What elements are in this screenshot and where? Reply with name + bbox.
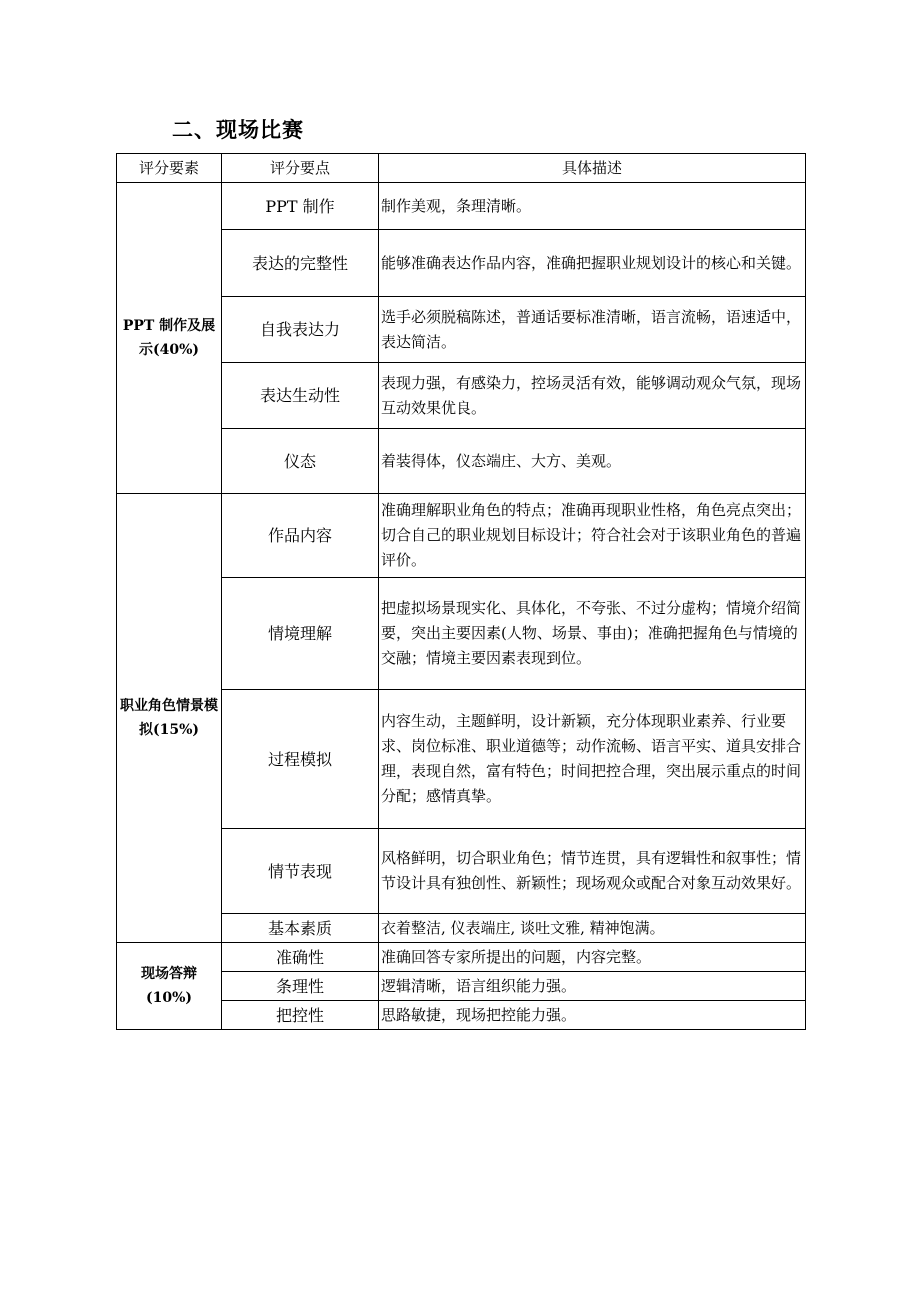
- scoring-description: 风格鲜明，切合职业角色；情节连贯，具有逻辑性和叙事性；情节设计具有独创性、新颖性；现场观众或配合对象互动效果好。: [379, 829, 806, 914]
- scoring-point: 把控性: [222, 1001, 379, 1030]
- scoring-description: 逻辑清晰，语言组织能力强。: [379, 972, 806, 1001]
- scoring-point: PPT 制作: [222, 183, 379, 230]
- table-row: [117, 494, 806, 578]
- scoring-point: 表达生动性: [222, 363, 379, 429]
- scoring-element-ppt: PPT 制作及展示(40%): [117, 183, 222, 494]
- table-row: [117, 943, 806, 972]
- scoring-description: 思路敏捷，现场把控能力强。: [379, 1001, 806, 1030]
- scoring-description: 准确回答专家所提出的问题，内容完整。: [379, 943, 806, 972]
- header-element: 评分要素: [117, 154, 222, 183]
- scoring-point: 情节表现: [222, 829, 379, 914]
- table-row: [117, 183, 806, 230]
- scoring-description: 表现力强，有感染力，控场灵活有效，能够调动观众气氛，现场互动效果优良。: [379, 363, 806, 429]
- scoring-element-role-play: 职业角色情景模拟(15%): [117, 494, 222, 943]
- scoring-point: 表达的完整性: [222, 230, 379, 297]
- section-title: 二、现场比赛: [172, 118, 304, 142]
- scoring-description: 着装得体，仪态端庄、大方、美观。: [379, 429, 806, 494]
- scoring-point: 准确性: [222, 943, 379, 972]
- scoring-point: 过程模拟: [222, 690, 379, 829]
- scoring-point: 情境理解: [222, 578, 379, 690]
- scoring-point: 基本素质: [222, 914, 379, 943]
- scoring-element-defense: 现场答辩(10%): [117, 943, 222, 1030]
- header-point: 评分要点: [222, 154, 379, 183]
- table-header-row: [117, 154, 806, 183]
- scoring-point: 条理性: [222, 972, 379, 1001]
- scoring-description: 衣着整洁, 仪表端庄, 谈吐文雅, 精神饱满。: [379, 914, 806, 943]
- scoring-description: 把虚拟场景现实化、具体化，不夸张、不过分虚构；情境介绍简要，突出主要因素(人物、场景、事由)；准确把握角色与情境的交融；情境主要因素表现到位。: [379, 578, 806, 690]
- scoring-description: 选手必须脱稿陈述，普通话要标准清晰，语言流畅，语速适中，表达简洁。: [379, 297, 806, 363]
- scoring-description: 准确理解职业角色的特点；准确再现职业性格，角色亮点突出；切合自己的职业规划目标设计；符合社会对于该职业角色的普遍评价。: [379, 494, 806, 578]
- scoring-point: 自我表达力: [222, 297, 379, 363]
- scoring-description: 内容生动，主题鲜明，设计新颖，充分体现职业素养、行业要求、岗位标准、职业道德等；动作流畅、语言平实、道具安排合理，表现自然，富有特色；时间把控合理，突出展示重点的时间分配；感情真挚。: [379, 690, 806, 829]
- scoring-description: 制作美观，条理清晰。: [379, 183, 806, 230]
- scoring-description: 能够准确表达作品内容，准确把握职业规划设计的核心和关键。: [379, 230, 806, 297]
- header-description: 具体描述: [379, 154, 806, 183]
- scoring-point: 作品内容: [222, 494, 379, 578]
- scoring-point: 仪态: [222, 429, 379, 494]
- scoring-table: [116, 153, 806, 1030]
